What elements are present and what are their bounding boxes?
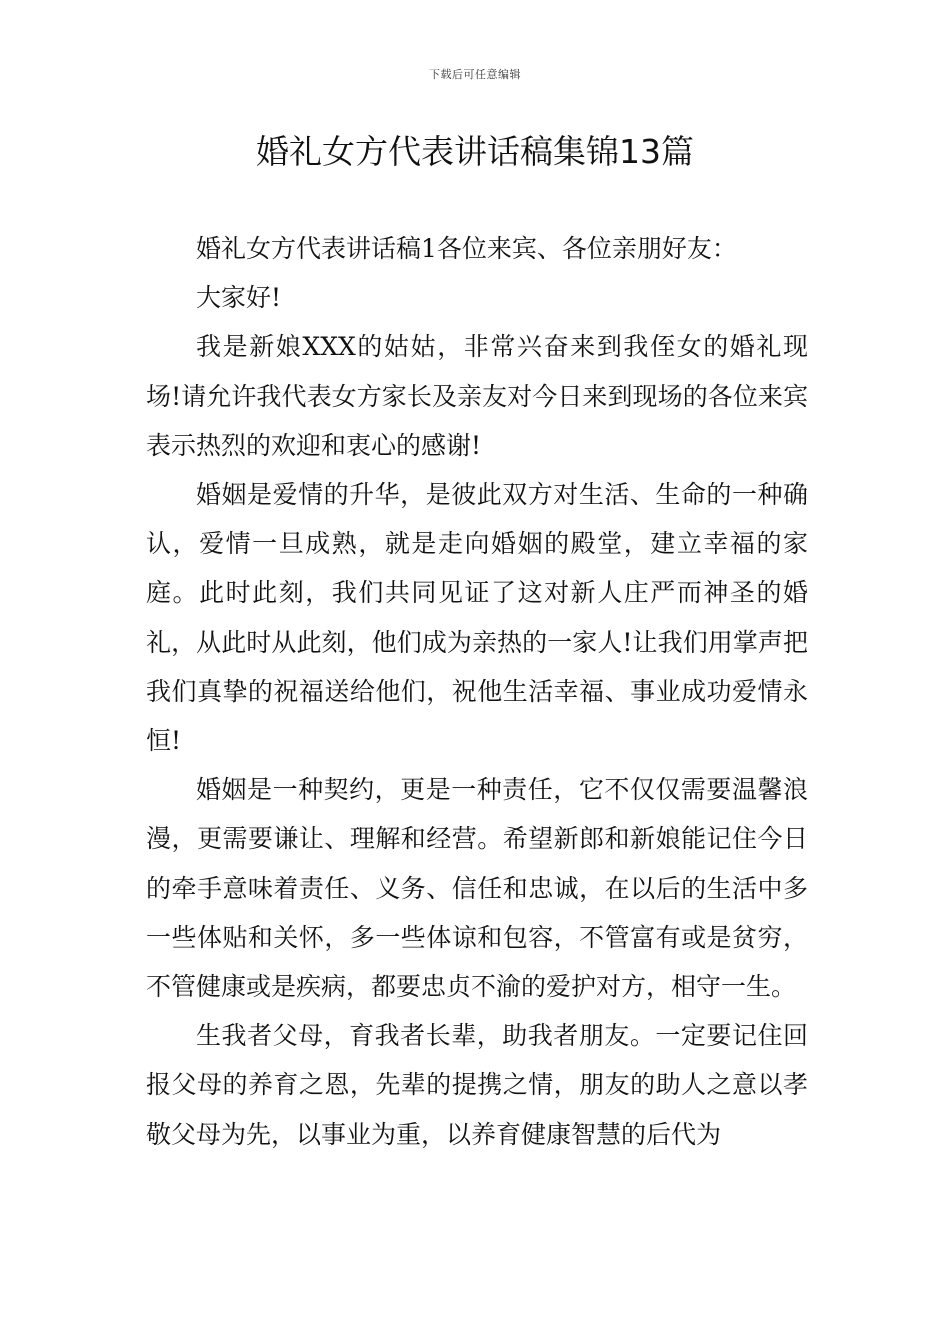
paragraph-1: 婚礼女方代表讲话稿1各位来宾、各位亲朋好友： <box>196 234 737 263</box>
paragraph-5: 婚姻是一种契约，更是一种责任，它不仅仅需要温馨浪漫，更需要谦让、理解和经营。希望新郎和新娘能记住今日的牵手意味着责任、义务、信任和忠诚，在以后的生活中多一些体贴和关怀，多一些体谅和包容，不管富有或是贫穷，不管健康或是疾病，都要忠贞不渝的爱护对方，相守一生。 <box>146 775 808 1002</box>
paragraph-6: 生我者父母，育我者长辈，助我者朋友。一定要记住回报父母的养育之恩，先辈的提携之情，朋友的助人之意以孝敬父母为先，以事业为重，以养育健康智慧的后代为 <box>146 1021 808 1149</box>
document-body <box>146 224 808 1159</box>
document-title: 婚礼女方代表讲话稿集锦13篇 <box>256 132 694 171</box>
paragraph-4: 婚姻是爱情的升华，是彼此双方对生活、生命的一种确认，爱情一旦成熟，就是走向婚姻的殿堂，建立幸福的家庭。此时此刻，我们共同见证了这对新人庄严而神圣的婚礼，从此时从此刻，他们成为亲热的一家人!让我们用掌声把我们真挚的祝福送给他们，祝他生活幸福、事业成功爱情永恒! <box>146 480 808 756</box>
paragraph-3: 我是新娘XXX的姑姑，非常兴奋来到我侄女的婚礼现场!请允许我代表女方家长及亲友对今日来到现场的各位来宾表示热烈的欢迎和衷心的感谢! <box>146 332 808 460</box>
header-note: 下载后可任意编辑 <box>429 68 521 81</box>
paragraph-2: 大家好! <box>196 283 282 313</box>
